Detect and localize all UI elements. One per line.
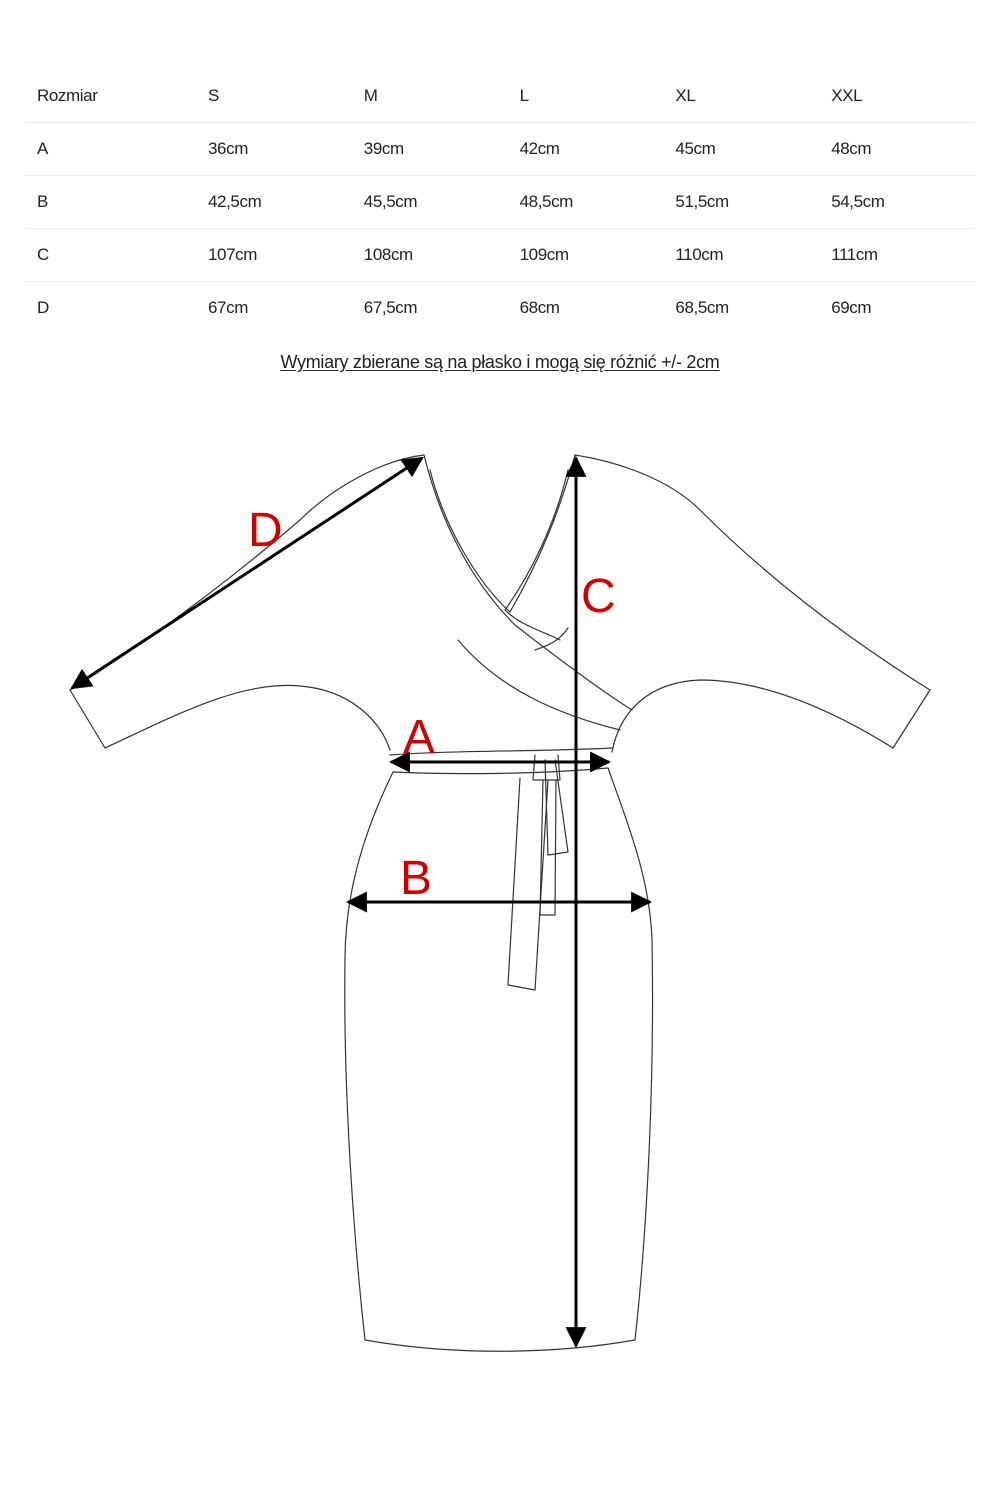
measurement-note-text: Wymiary zbierane są na płasko i mogą się różnić +/- 2cm [280,352,720,372]
column-header: M [352,69,508,123]
table-cell: 54,5cm [819,176,975,229]
belt-tail-short [545,760,568,855]
column-header: Rozmiar [25,69,196,123]
table-cell: 45,5cm [352,176,508,229]
table-cell: 69cm [831,298,872,317]
table-cell: 68cm [519,298,560,317]
label-a: A [403,711,436,764]
label-c: C [581,570,616,623]
skirt-left-side [345,772,393,1340]
table-cell: 42,5cm [196,176,352,229]
right-sleeve-cuff [893,690,930,748]
table-cell: 48cm [819,123,975,176]
right-neckline-inner [505,470,568,640]
table-cell: 67cm [208,298,248,317]
row-label: C [25,229,196,282]
row-label: A [25,123,196,176]
skirt-hem [365,1340,635,1351]
row-label: D [37,298,49,317]
label-d: D [248,504,283,557]
column-header: S [196,69,352,123]
table-cell: 110cm [663,229,819,282]
table-cell: 109cm [508,229,664,282]
label-b: B [400,852,433,905]
table-cell: 68,5cm [675,298,729,317]
skirt-right-side [608,768,653,1340]
table-cell: 42cm [508,123,664,176]
table-cell: 67,5cm [363,298,418,317]
table-cell: 111cm [819,229,975,282]
table-cell: 36cm [196,123,352,176]
right-sleeve-top [575,455,930,690]
column-header: XXL [819,69,975,123]
table-cell: 45cm [663,123,819,176]
row-label: B [25,176,196,229]
table-cell: 108cm [352,229,508,282]
left-sleeve-cuff [70,690,105,748]
column-header: XL [663,69,819,123]
table-cell: 107cm [196,229,352,282]
table-cell: 51,5cm [663,176,819,229]
right-sleeve-underside [612,680,893,752]
table-cell: 39cm [352,123,508,176]
left-neckline-inner [430,470,510,612]
left-sleeve-underside [105,685,390,750]
table-cell: 48,5cm [508,176,664,229]
measurement-arrows [72,458,650,1346]
column-header: L [508,69,664,123]
arrow-d [72,458,422,688]
